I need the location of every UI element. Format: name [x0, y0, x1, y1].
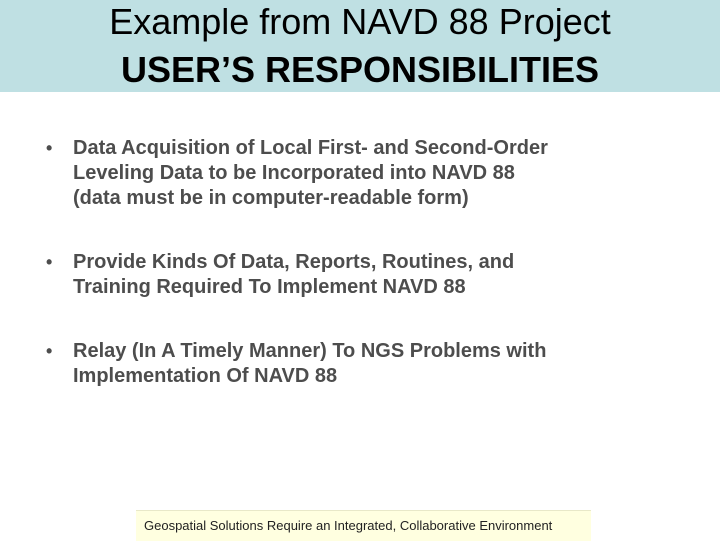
- bullet-line: Implementation Of NAVD 88: [73, 365, 338, 387]
- bullet-line: Training Required To Implement NAVD 88: [73, 276, 466, 298]
- footer-text: Geospatial Solutions Require an Integrated, Collaborative Environment: [144, 518, 553, 533]
- slide-title: Example from NAVD 88 Project: [109, 1, 611, 42]
- bullet-dot: •: [46, 138, 53, 158]
- slide-subtitle: USER’S RESPONSIBILITIES: [120, 49, 600, 90]
- bullet-dot: •: [46, 341, 53, 361]
- bullet-line: Leveling Data to be Incorporated into NAVD 88: [73, 162, 515, 184]
- bullet-line: Provide Kinds Of Data, Reports, Routines, and: [73, 251, 515, 273]
- title-band: [0, 0, 720, 92]
- bullet-line: Relay (In A Timely Manner) To NGS Problems with: [73, 340, 547, 362]
- bullet-line: (data must be in computer-readable form): [73, 187, 469, 209]
- bullet-text: [73, 136, 678, 211]
- bullet-text: [73, 250, 678, 300]
- bullet-line: Data Acquisition of Local First- and Second-Order: [73, 137, 548, 159]
- bullet-dot: •: [46, 252, 53, 272]
- bullet-text: [73, 339, 678, 389]
- footer-note: [136, 510, 591, 541]
